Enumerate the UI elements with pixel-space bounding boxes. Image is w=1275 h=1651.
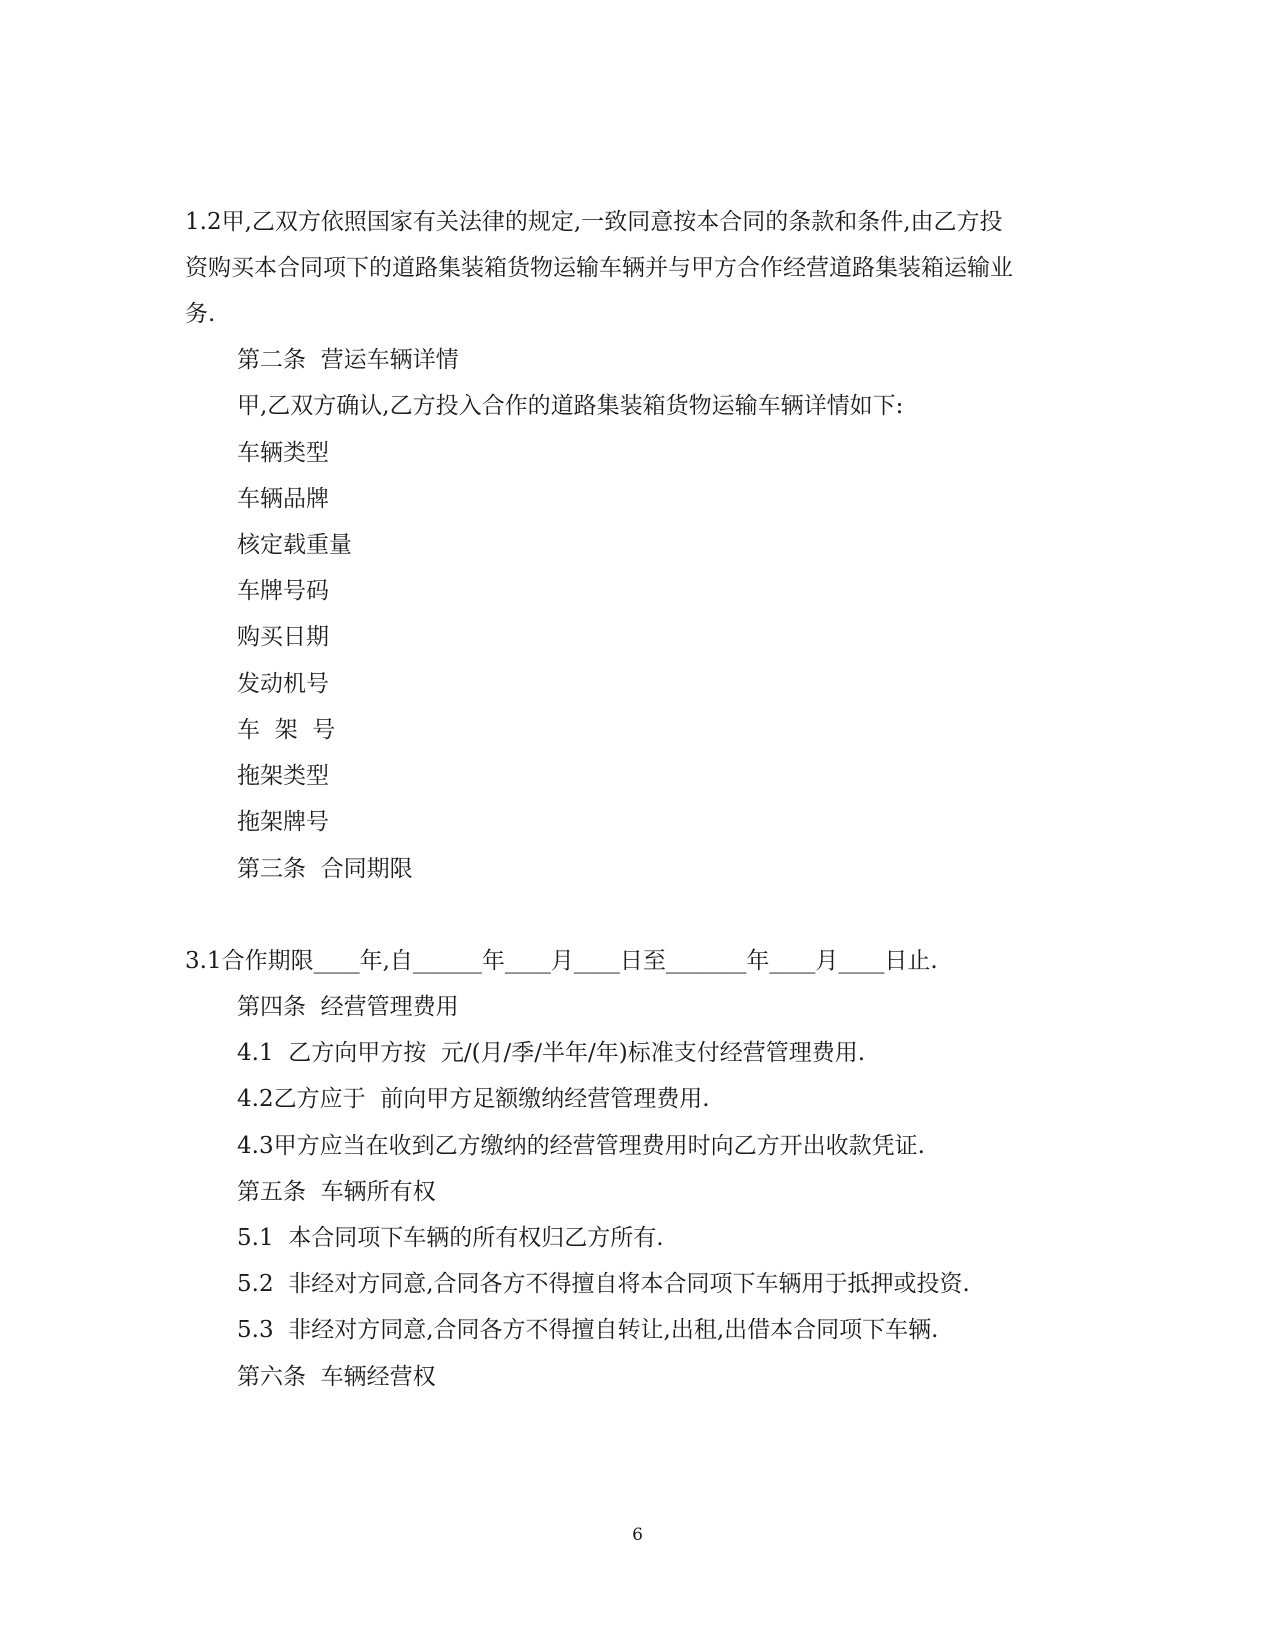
article-3-heading: 第三条 合同期限 — [237, 856, 413, 882]
trailer-type-label: 拖架类型 — [237, 763, 329, 789]
vehicle-type-label: 车辆类型 — [237, 440, 329, 466]
clause-3-1: 3.1合作期限____年,自______年____月____日至_______年____月____日止. — [185, 948, 938, 974]
clause-5-3: 5.3 非经对方同意,合同各方不得擅自转让,出租,出借本合同项下车辆. — [237, 1317, 939, 1343]
vehicle-brand-label: 车辆品牌 — [237, 486, 329, 512]
purchase-date-label: 购买日期 — [237, 624, 329, 650]
article-6-heading: 第六条 车辆经营权 — [237, 1364, 436, 1390]
article-2-heading: 第二条 营运车辆详情 — [237, 347, 459, 373]
clause-5-1: 5.1 本合同项下车辆的所有权归乙方所有. — [237, 1225, 664, 1251]
clause-1-2-line-2: 资购买本合同项下的道路集装箱货物运输车辆并与甲方合作经营道路集装箱运输业 — [185, 255, 1013, 281]
clause-4-1: 4.1 乙方向甲方按 元/(月/季/半年/年)标准支付经营管理费用. — [237, 1040, 866, 1066]
clause-5-2: 5.2 非经对方同意,合同各方不得擅自将本合同项下车辆用于抵押或投资. — [237, 1271, 970, 1297]
clause-1-2-line-1: 1.2甲,乙双方依照国家有关法律的规定,一致同意按本合同的条款和条件,由乙方投 — [185, 209, 1003, 235]
engine-number-label: 发动机号 — [237, 671, 329, 697]
clause-4-2: 4.2乙方应于 前向甲方足额缴纳经营管理费用. — [237, 1086, 710, 1112]
frame-number-label: 车 架 号 — [237, 717, 336, 743]
rated-load-label: 核定载重量 — [237, 532, 352, 558]
plate-number-label: 车牌号码 — [237, 578, 329, 604]
article-4-heading: 第四条 经营管理费用 — [237, 994, 459, 1020]
page-number: 6 — [632, 1525, 643, 1545]
clause-1-2-line-3: 务. — [185, 301, 216, 327]
clause-4-3: 4.3甲方应当在收到乙方缴纳的经营管理费用时向乙方开出收款凭证. — [237, 1133, 925, 1159]
article-5-heading: 第五条 车辆所有权 — [237, 1179, 436, 1205]
trailer-plate-label: 拖架牌号 — [237, 809, 329, 835]
article-2-intro: 甲,乙双方确认,乙方投入合作的道路集装箱货物运输车辆详情如下: — [237, 393, 904, 419]
